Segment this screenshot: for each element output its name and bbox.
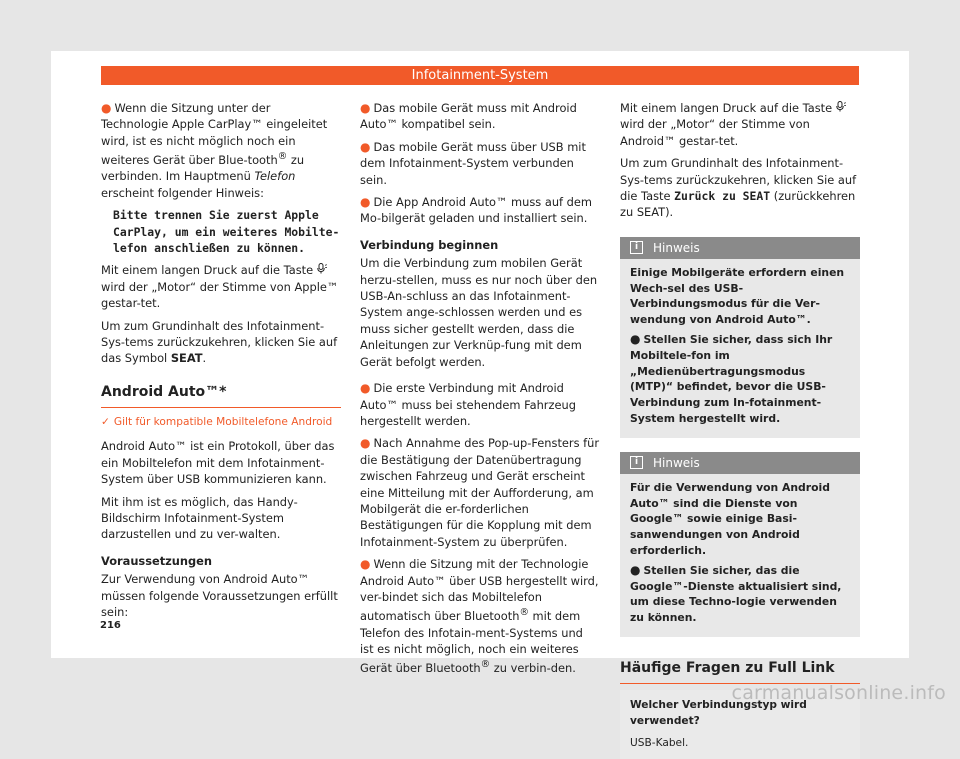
note-box-header bbox=[620, 237, 860, 259]
watermark-link[interactable]: carmanualsonline.info bbox=[731, 682, 946, 704]
paragraph-display: Mit ihm ist es möglich, das Handy-Bildschirm Infotainment-System darzustellen und zu ver-walten. bbox=[101, 494, 298, 542]
button-label-zurueck: Zurück zu SEAT bbox=[674, 189, 771, 204]
list-item bbox=[360, 556, 600, 676]
bullet-icon: ● bbox=[630, 562, 641, 577]
bullet-icon: ● bbox=[360, 557, 371, 572]
faq-answer: USB-Kabel. bbox=[630, 736, 689, 749]
info-icon: i bbox=[630, 241, 643, 254]
paragraph-voice-apple bbox=[101, 262, 341, 311]
bullet-icon: ● bbox=[360, 101, 371, 115]
text: Das mobile Gerät muss mit Android Auto™ kompatibel sein. bbox=[360, 101, 577, 132]
list-item bbox=[360, 139, 600, 188]
symbol-seat: SEAT bbox=[170, 351, 203, 366]
list-item bbox=[630, 563, 850, 626]
paragraph-voice-android bbox=[620, 100, 860, 149]
paragraph-carplay-bluetooth bbox=[101, 100, 341, 201]
text: Wenn die Sitzung unter der Technologie Apple CarPlay™ eingeleitet wird, ist es nicht möglich noch ein weiteres Gerät über Blue-tooth bbox=[101, 101, 328, 168]
bullet-icon: ● bbox=[630, 332, 641, 347]
note-text: Für die Verwendung von Android Auto™ sind die Dienste von Google™ sowie einige Basi-sanwendungen von Android erforderlich. bbox=[630, 480, 830, 557]
text: Um zum Grundinhalt des Infotainment-Sys-tems zurückzukehren, klicken Sie auf die Taste bbox=[620, 156, 857, 204]
paragraph-return-seat bbox=[620, 155, 860, 221]
section-title-faq: Häufige Fragen zu Full Link bbox=[620, 655, 860, 684]
paragraph-return-seat bbox=[101, 318, 341, 367]
compatibility-note bbox=[101, 414, 341, 430]
subheading-requirements: Voraussetzungen bbox=[101, 553, 212, 568]
note-box-usb-mode bbox=[620, 237, 860, 438]
faq-question: Welcher Verbindungstyp wird verwendet? bbox=[630, 698, 807, 727]
paragraph-connection: Um die Verbindung zum mobilen Gerät herzu-stellen, muss es nur noch über den USB-An-schluss an das Infotainment-System ange-schlossen werden und es muss sicher gestellt werden, dass die Anleitungen zur Verknüp-fung mit dem Gerät befolgt werden. bbox=[360, 256, 598, 369]
text: . bbox=[202, 351, 207, 366]
text: Mit einem langen Druck auf die Taste bbox=[620, 101, 836, 115]
column-left bbox=[101, 100, 341, 626]
list-item bbox=[360, 100, 600, 133]
text: Mit einem langen Druck auf die Taste bbox=[101, 263, 317, 278]
text: zu verbin-den. bbox=[490, 661, 576, 676]
bullet-icon: ● bbox=[360, 436, 371, 451]
microphone-icon bbox=[836, 100, 846, 116]
paragraph-protocol: Android Auto™ ist ein Protokoll, über das ein Mobiltelefon mit dem Infotainment-System über USB kommunizieren kann. bbox=[101, 439, 335, 487]
bullet-icon: ● bbox=[360, 195, 371, 210]
note-text: Gilt für kompatible Mobiltelefone Android bbox=[113, 415, 333, 428]
list-item bbox=[360, 194, 600, 227]
text: Um zum Grundinhalt des Infotainment-Sys-tems zurückzukehren, klicken Sie auf das Symbol bbox=[101, 318, 338, 366]
text: Stellen Sie sicher, das die Google™-Dienste aktualisiert sind, um diese Techno-logie verwenden zu können. bbox=[630, 563, 842, 625]
paragraph-requirements-intro: Zur Verwendung von Android Auto™ müssen folgende Voraussetzungen erfüllt sein: bbox=[101, 572, 338, 619]
registered-mark: ® bbox=[480, 659, 491, 671]
check-icon: ✓ bbox=[101, 415, 110, 428]
message-line: Bitte trennen Sie zuerst Apple bbox=[113, 208, 319, 223]
note-box-google bbox=[620, 452, 860, 637]
text: (zurückkehren zu SEAT). bbox=[620, 189, 856, 220]
note-box-body bbox=[620, 259, 860, 438]
text: wird der „Motor“ der Stimme von Android™ gestar-tet. bbox=[620, 117, 810, 148]
bullet-icon: ● bbox=[360, 381, 371, 396]
column-middle bbox=[360, 100, 600, 683]
bullet-icon: ● bbox=[101, 101, 112, 115]
registered-mark: ® bbox=[277, 151, 288, 163]
system-message bbox=[113, 207, 341, 256]
microphone-icon bbox=[317, 262, 327, 278]
text: Nach Annahme des Pop-up-Fensters für die Bestätigung der Datenübertragung zwischen Fahrzeug und Gerät erscheint eine Mitteilung mit der Aufforderung, am Mobilgerät die er-forderlichen Bestätigungen für die Kopplung mit dem Infotainment-System zu überprüfen. bbox=[360, 436, 600, 549]
text: mit dem Telefon des Infotain-ment-Systems und ist es nicht möglich, noch ein weiteres Gerät über Bluetooth bbox=[360, 609, 583, 676]
note-box-header bbox=[620, 452, 860, 474]
note-box-body bbox=[620, 474, 860, 637]
text: Die erste Verbindung mit Android Auto™ muss bei stehendem Fahrzeug hergestellt werden. bbox=[360, 381, 576, 428]
text: Die App Android Auto™ muss auf dem Mo-bilgerät geladen und installiert sein. bbox=[360, 195, 593, 226]
list-item bbox=[360, 380, 600, 429]
note-box-title: Hinweis bbox=[653, 455, 700, 470]
note-text: Einige Mobilgeräte erfordern einen Wech-sel des USB-Verbindungsmodus für die Ver-wendung von Android Auto™. bbox=[630, 265, 845, 327]
page-number: 216 bbox=[100, 620, 121, 631]
message-line: lefon anschließen zu können. bbox=[113, 241, 306, 256]
text: erscheint folgender Hinweis: bbox=[101, 185, 264, 200]
text: zu verbinden. Im Hauptmenü bbox=[101, 153, 305, 184]
registered-mark: ® bbox=[519, 607, 529, 619]
text: Stellen Sie sicher, dass sich Ihr Mobiltele-fon im „Medienübertragungsmodus (MTP)“ befindet, bevor die USB-Verbindung zum In-fotainment-System hergestellt wird. bbox=[630, 333, 833, 426]
text: Wenn die Sitzung mit der Technologie Android Auto™ über USB hergestellt wird, ver-bindet sich das Mobiltelefon automatisch über Bluetooth bbox=[360, 557, 599, 624]
bullet-icon: ● bbox=[360, 139, 371, 154]
message-line: CarPlay, um ein weiteres Mobilte- bbox=[113, 224, 340, 239]
info-icon: i bbox=[630, 456, 643, 469]
text: wird der „Motor“ der Stimme von Apple™ gestar-tet. bbox=[101, 279, 339, 311]
list-item bbox=[630, 332, 850, 427]
text: Das mobile Gerät muss über USB mit dem Infotainment-System verbunden sein. bbox=[360, 139, 586, 187]
page-header-title: Infotainment-System bbox=[101, 66, 859, 85]
column-right bbox=[620, 100, 860, 759]
subheading-start-connection: Verbindung beginnen bbox=[360, 237, 499, 252]
menu-name-telefon: Telefon bbox=[254, 169, 296, 184]
note-box-title: Hinweis bbox=[653, 240, 700, 255]
list-item bbox=[360, 435, 600, 550]
section-title-android-auto: Android Auto™* bbox=[101, 379, 341, 408]
